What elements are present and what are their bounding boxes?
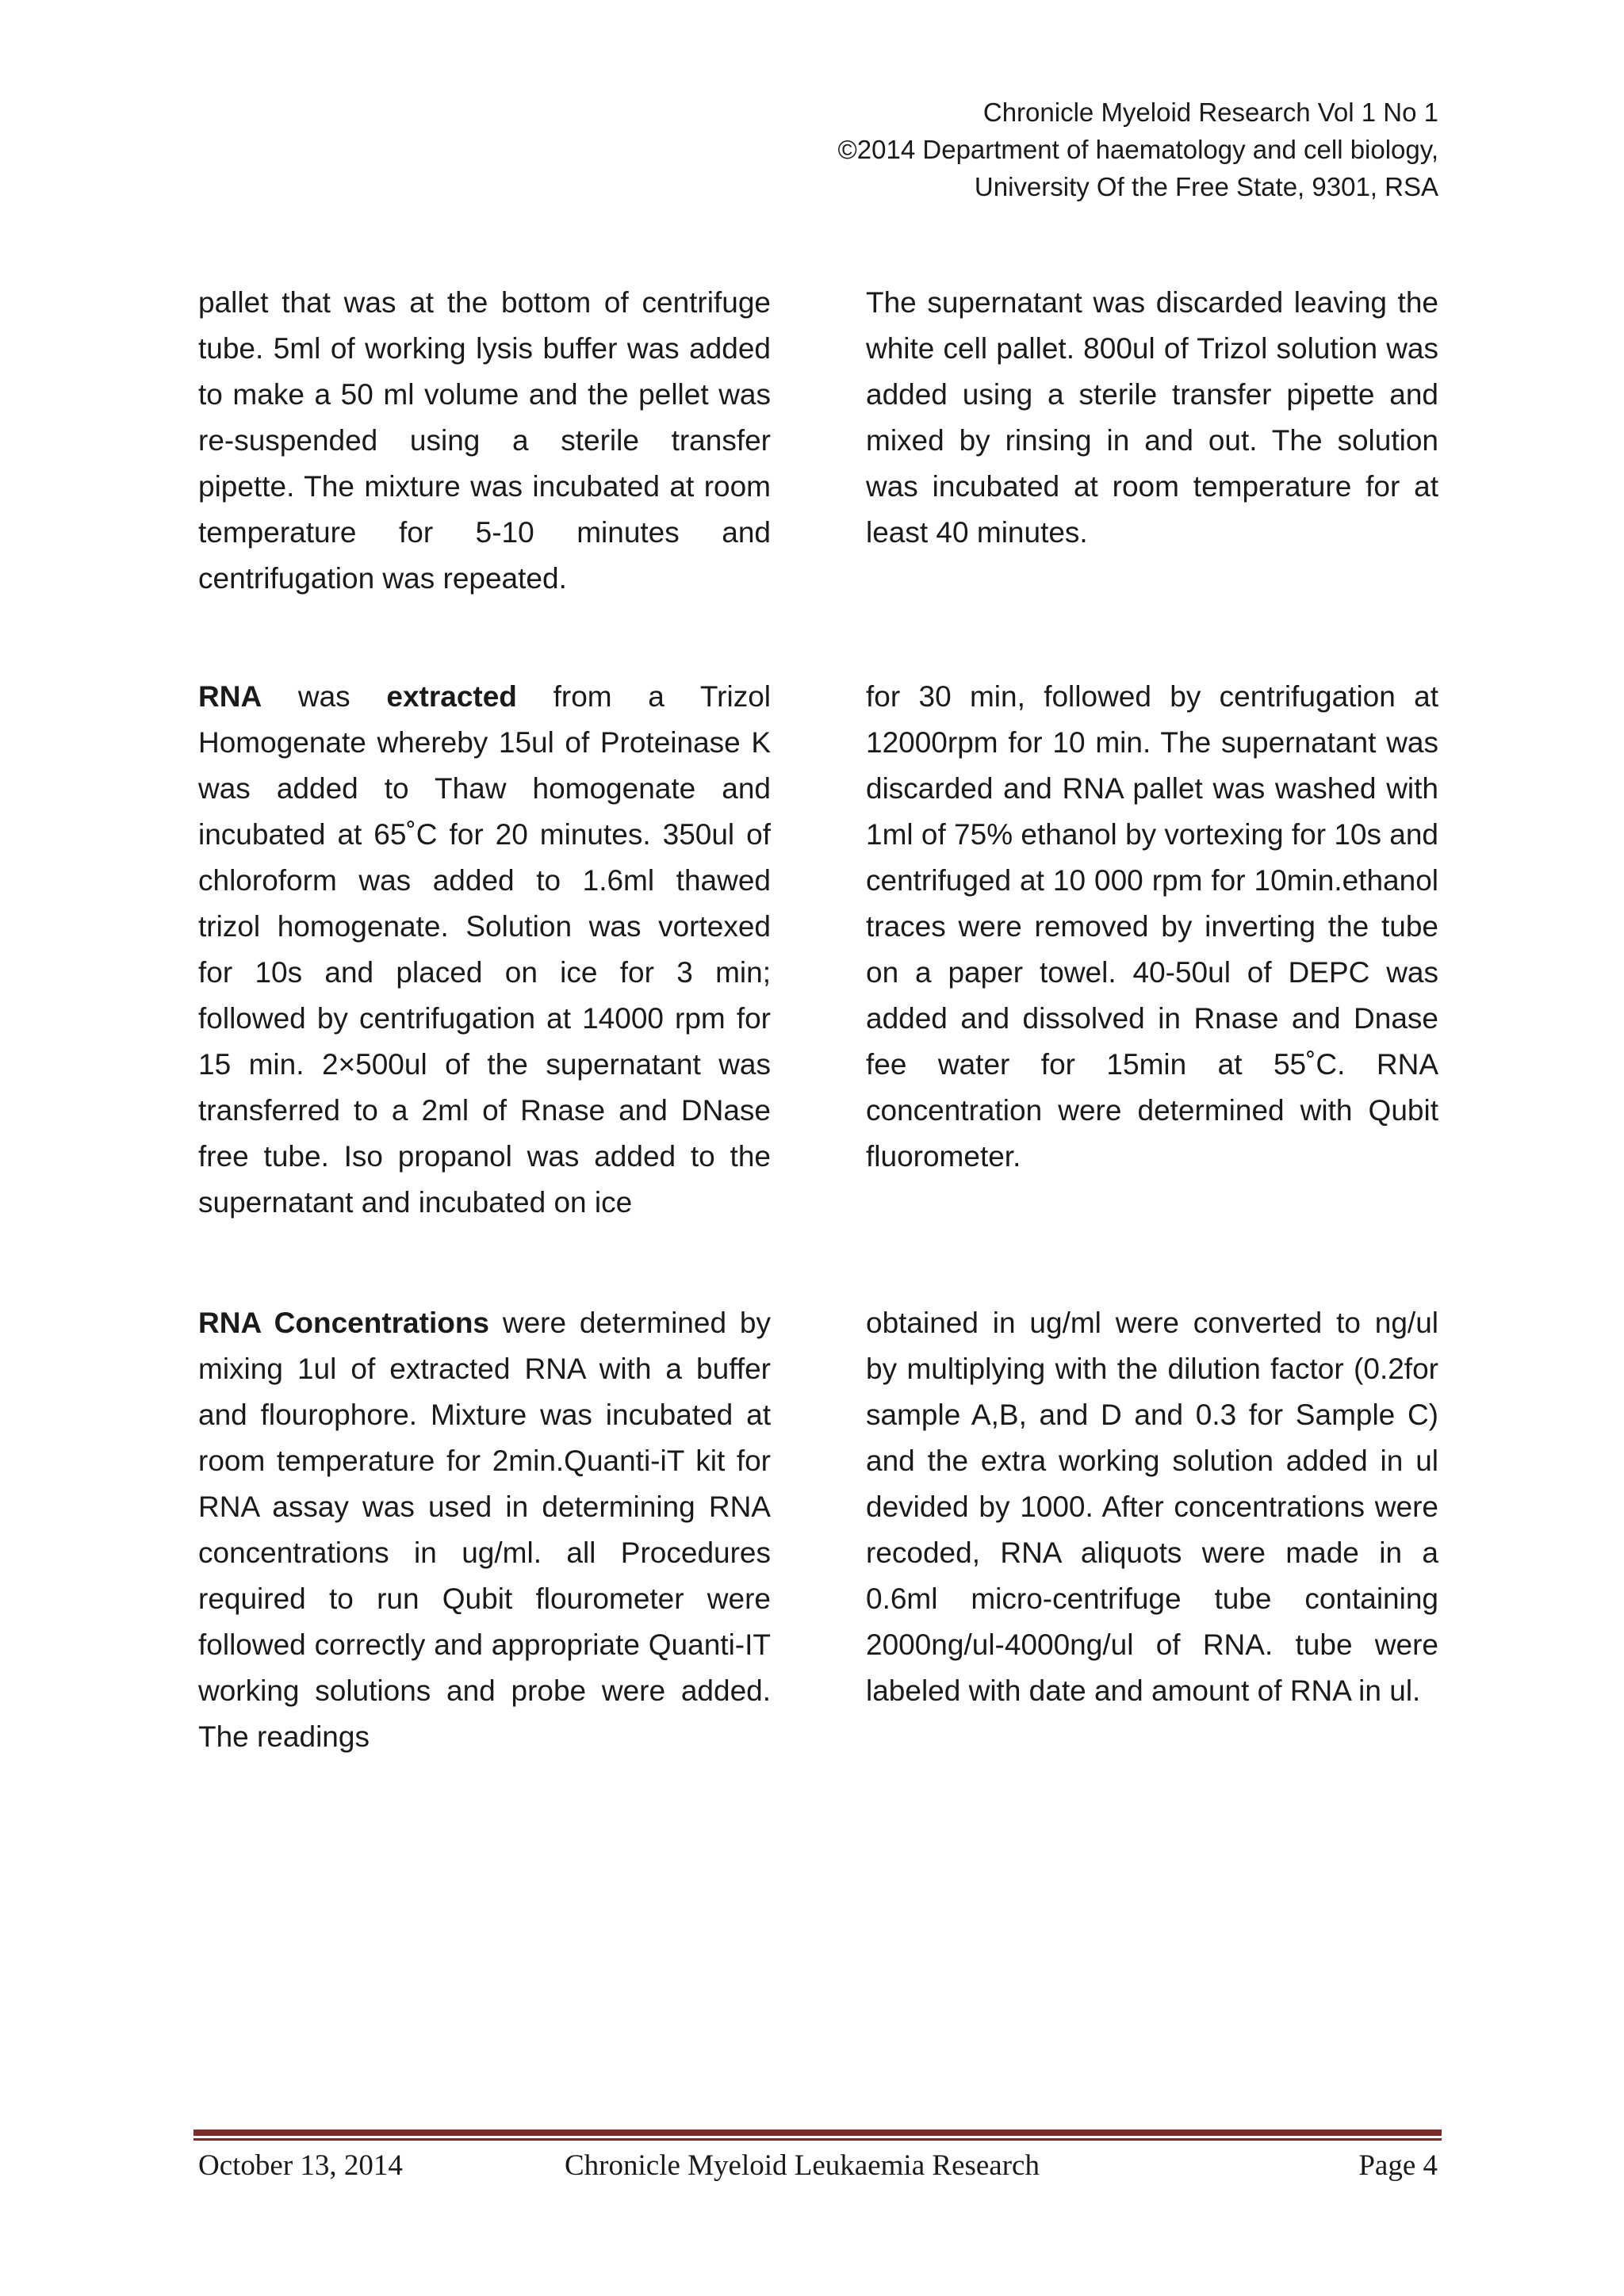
footer-rule-thin — [193, 2138, 1442, 2141]
bold-term-rna-concentrations: RNA Concentrations — [198, 1307, 490, 1339]
section-rna-extraction-right-column — [866, 674, 1438, 1180]
footer-journal-title: Chronicle Myeloid Leukaemia Research — [565, 2149, 1040, 2182]
section-lysis — [198, 280, 1438, 605]
running-header — [725, 94, 1438, 205]
inline-text: from a Trizol Homogenate whereby 15ul of Proteinase K was added to Thaw homogenate and incubated at 65˚C for 20 minutes. 350ul of chloroform was added to 1.6ml thawed trizol homogenate. Solution was vortexed for 10s and placed on ice for 3 min; followed by centrifugation at 14000 rpm for 15 min. 2×500ul of the supernatant was transferred to a 2ml of Rnase and DNase free tube. Iso propanol was added to the supernatant and incubated on ice — [198, 680, 771, 1219]
paragraph: The supernatant was discarded leaving the white cell pallet. 800ul of Trizol solution was added using a sterile transfer pipette and mixed by rinsing in and out. The solution was incubated at room temperature for at least 40 minutes. — [866, 286, 1438, 549]
section-rna-concentrations-right-column — [866, 1300, 1438, 1714]
paragraph — [198, 1300, 771, 1760]
inline-text: was — [262, 680, 387, 713]
paragraph: for 30 min, followed by centrifugation at 12000rpm for 10 min. The supernatant was discarded and RNA pallet was washed with 1ml of 75% ethanol by vortexing for 10s and centrifuged at 10 000 rpm for 10min.ethanol traces were removed by inverting the tube on a paper towel. 40-50ul of DEPC was added and dissolved in Rnase and Dnase fee water for 15min at 55˚C. RNA concentration were determined with Qubit fluorometer. — [866, 680, 1438, 1173]
section-lysis-right-column — [866, 280, 1438, 556]
bold-term-extracted: extracted — [386, 680, 517, 713]
paragraph: obtained in ug/ml were converted to ng/ul by multiplying with the dilution factor (0.2for sample A,B, and D and 0.3 for Sample C) and the extra working solution added in ul devided by 1000. After concentrations were recoded, RNA aliquots were made in a 0.6ml micro-centrifuge tube containing 2000ng/ul-4000ng/ul of RNA. tube were labeled with date and amount of RNA in ul. — [866, 1307, 1438, 1707]
footer-page-number: Page 4 — [1358, 2149, 1438, 2182]
header-journal-line: Chronicle Myeloid Research Vol 1 No 1 — [982, 98, 1438, 127]
header-copyright-line: ©2014 Department of haematology and cell biology, — [837, 135, 1438, 164]
footer-rule-thick — [193, 2130, 1442, 2136]
bold-term-rna: RNA — [198, 680, 262, 713]
footer-date: October 13, 2014 — [198, 2149, 403, 2182]
section-rna-concentrations-left-column — [198, 1300, 771, 1760]
paragraph — [198, 674, 771, 1226]
section-lysis-left-column — [198, 280, 771, 602]
section-rna-extraction — [198, 674, 1438, 1229]
header-address-line: University Of the Free State, 9301, RSA — [974, 172, 1438, 201]
section-rna-concentrations — [198, 1300, 1438, 1776]
paragraph: pallet that was at the bottom of centrifuge tube. 5ml of working lysis buffer was added to make a 50 ml volume and the pellet was re-suspended using a sterile transfer pipette. The mixture was incubated at room temperature for 5-10 minutes and centrifugation was repeated. — [198, 286, 771, 595]
running-footer — [198, 2145, 1438, 2187]
inline-text: were determined by mixing 1ul of extracted RNA with a buffer and flourophore. Mixture was incubated at room temperature for 2min.Quanti-iT kit for RNA assay was used in determining RNA concentrations in ug/ml. all Procedures required to run Qubit flourometer were followed correctly and appropriate Quanti-IT working solutions and probe were added. The readings — [198, 1307, 771, 1753]
section-rna-extraction-left-column — [198, 674, 771, 1226]
